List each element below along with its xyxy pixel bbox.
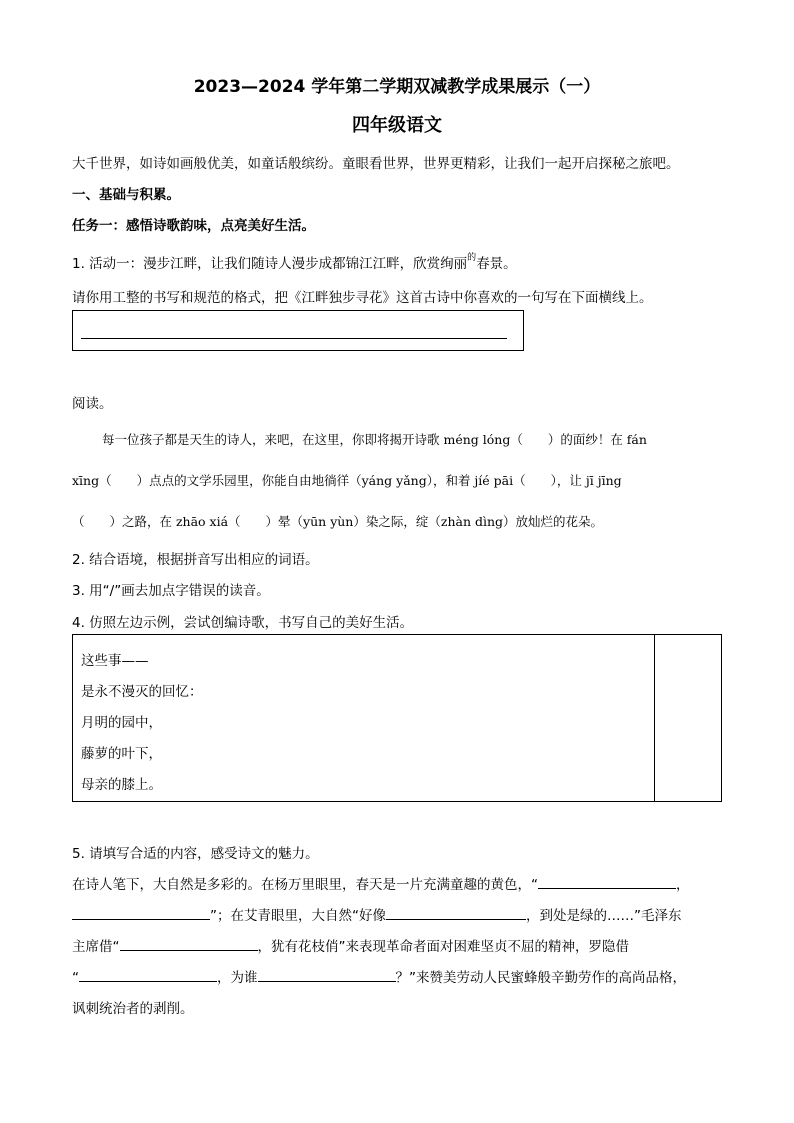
poem-line: 藤萝的叶下，: [81, 746, 162, 762]
q5-line-4: [72, 966, 686, 986]
q5-text: ？”来赞美劳动人民蜜蜂般辛勤劳作的高尚品格，: [395, 970, 686, 986]
poem-line: 月明的园中，: [81, 715, 162, 731]
q5-text: “: [72, 970, 79, 986]
section-heading: 一、基础与积累。: [72, 187, 180, 203]
poem-line: 母亲的膝上。: [81, 777, 162, 793]
table-divider: [654, 635, 655, 801]
question-1-instruction: 请你用工整的书写和规范的格式，把《江畔独步寻花》这首古诗中你喜欢的一句写在下面横线上。: [72, 290, 653, 306]
q5-line-5: 讽刺统治者的剥削。: [72, 1001, 194, 1017]
fill-blank[interactable]: [258, 967, 396, 982]
q5-line-3: [72, 935, 629, 955]
reading-label: 阅读。: [72, 396, 113, 412]
q5-text: ，犹有花枝俏”来表现革命者面对困难坚贞不屈的精神，罗隐借: [257, 939, 629, 955]
poem-line: 是永不漫灭的回忆：: [81, 684, 203, 700]
reading-line-3: （ ）之路，在 zhāo xiá（ ）晕（yūn yùn）染之际，绽（zhàn dìng）放灿烂的花朵。: [72, 514, 604, 529]
q5-text: ，到处是绿的……”毛泽东: [526, 908, 682, 924]
superscript-char: 的: [467, 253, 477, 263]
page-title: 2023—2024 学年第二学期双减教学成果展示（一）: [193, 77, 601, 97]
fill-blank[interactable]: [79, 967, 217, 982]
question-1: [72, 252, 517, 272]
intro-text: 大千世界，如诗如画般优美，如童话般缤纷。童眼看世界，世界更精彩，让我们一起开启探秘之旅吧。: [72, 156, 680, 172]
q5-text: 在诗人笔下，大自然是多彩的。在杨万里眼里，春天是一片充满童趣的黄色，“: [72, 877, 538, 893]
fill-blank[interactable]: [386, 905, 526, 920]
answer-box-1[interactable]: [72, 310, 524, 351]
task-heading: 任务一：感悟诗歌韵味，点亮美好生活。: [72, 218, 315, 234]
fill-blank[interactable]: [538, 874, 676, 889]
poem-table: [72, 634, 722, 802]
q5-text: ，: [676, 877, 690, 893]
q5-text: ”；在艾青眼里，大自然“好像: [210, 908, 386, 924]
q5-line-2: [72, 904, 682, 924]
q5-line-1: [72, 873, 690, 893]
fill-blank[interactable]: [120, 936, 258, 951]
fill-blank[interactable]: [72, 905, 210, 920]
poem-line: 这些事——: [81, 653, 149, 669]
answer-line: [81, 338, 507, 339]
question-3: 3. 用“/”画去加点字错误的读音。: [72, 583, 270, 599]
reading-line-2: xīng（ ）点点的文学乐园里，你能自由地徜徉（yáng yǎng），和着 jíé pāi（ ），让 jī jīng: [72, 473, 622, 488]
page-subtitle: 四年级语文: [352, 115, 442, 136]
q5-text: 主席借“: [72, 939, 120, 955]
q5-text: ，为谁: [217, 970, 258, 986]
question-1-text: 1. 活动一：漫步江畔，让我们随诗人漫步成都锦江江畔，欣赏绚丽: [72, 256, 468, 272]
question-5: 5. 请填写合适的内容，感受诗文的魅力。: [72, 846, 319, 862]
question-4: 4. 仿照左边示例，尝试创编诗歌，书写自己的美好生活。: [72, 615, 414, 631]
question-1-text-end: 春景。: [476, 256, 517, 272]
question-2: 2. 结合语境，根据拼音写出相应的词语。: [72, 552, 319, 568]
reading-line-1: 每一位孩子都是天生的诗人，来吧，在这里，你即将揭开诗歌 méng lóng（ ）的面纱！在 fán: [102, 432, 647, 447]
